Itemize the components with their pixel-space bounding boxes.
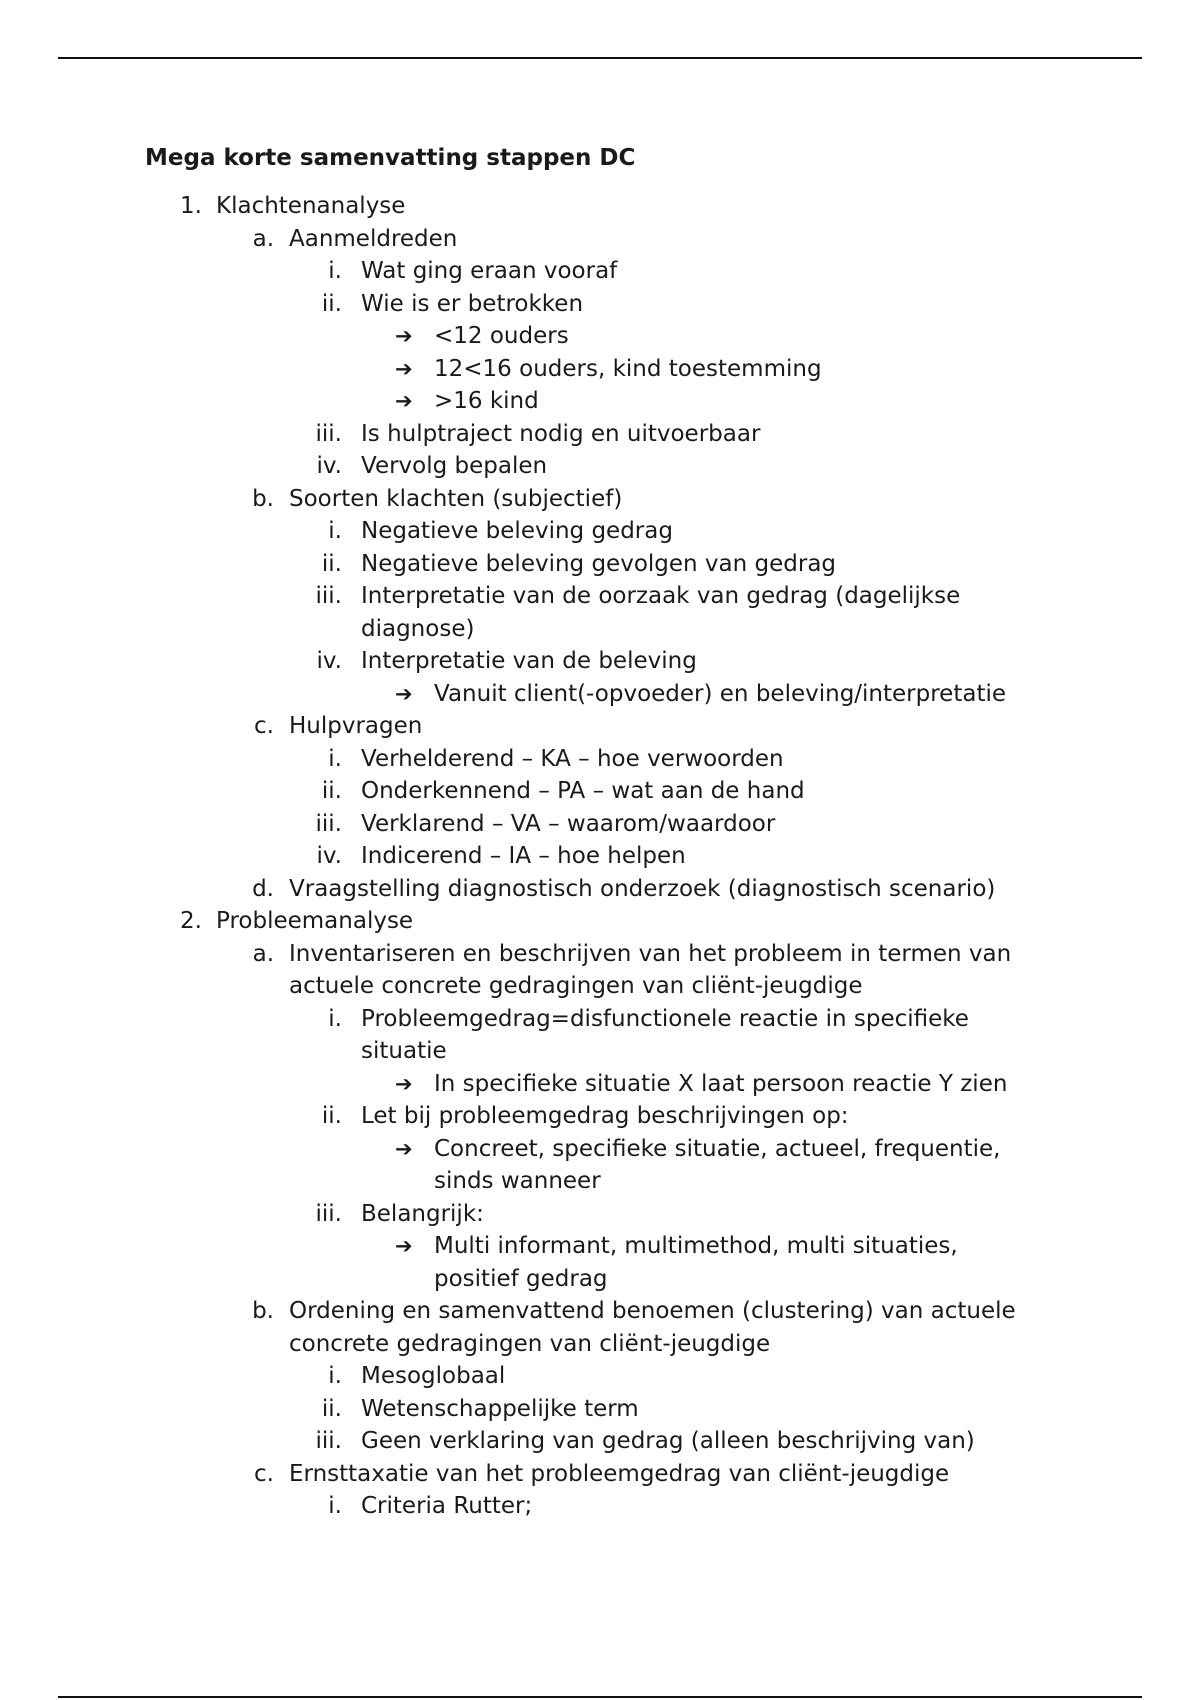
list-marker: c. [254, 713, 274, 739]
arrow-bullet-icon: ➔ [395, 389, 413, 413]
list-marker: a. [252, 940, 274, 967]
list-marker: b. [252, 485, 274, 512]
outline-item-level-3 [0, 1490, 1200, 1523]
list-item-text: Klachtenanalyse [216, 193, 406, 219]
outline-item-level-1 [0, 190, 1200, 223]
footer-rule [58, 1696, 1142, 1698]
arrow-bullet-icon: ➔ [395, 1071, 413, 1096]
outline-item-level-3 [0, 450, 1200, 483]
outline-item-level-4 [0, 385, 1200, 418]
list-item-text: concrete gedragingen van cliënt-jeugdige [289, 1330, 771, 1357]
outline-item-level-4 [0, 1263, 1200, 1296]
outline-item-level-2 [0, 710, 1200, 743]
outline-item-level-3 [0, 418, 1200, 451]
list-item-text: Wie is er betrokken [361, 290, 584, 317]
outline-item-level-3 [0, 1425, 1200, 1458]
outline-item-level-3 [0, 775, 1200, 808]
outline-item-level-3 [0, 1003, 1200, 1036]
outline-item-level-1 [0, 905, 1200, 938]
outline-item-level-3 [0, 1360, 1200, 1393]
outline-item-level-4 [0, 320, 1200, 353]
list-marker: d. [252, 875, 274, 902]
list-item-text: Criteria Rutter; [361, 1493, 533, 1519]
list-item-text: positief gedrag [434, 1265, 608, 1292]
list-item-text: Ordening en samenvattend benoemen (clustering) van actuele [289, 1298, 1016, 1324]
list-marker: ii. [321, 550, 342, 577]
list-item-text: Hulpvragen [289, 713, 423, 739]
list-item-text: Geen verklaring van gedrag (alleen beschrijving van) [361, 1428, 975, 1454]
list-marker: ii. [321, 1103, 342, 1129]
list-item-text: sinds wanneer [434, 1168, 601, 1194]
outline-item-level-3 [0, 743, 1200, 776]
arrow-bullet-icon: ➔ [395, 1234, 413, 1258]
outline-item-level-4 [0, 1165, 1200, 1198]
list-item-text: Probleemgedrag=disfunctionele reactie in specifieke [361, 1005, 969, 1032]
list-item-text: Multi informant, multimethod, multi situaties, [434, 1233, 958, 1259]
list-marker: iii. [315, 1200, 342, 1227]
list-item-text: Let bij probleemgedrag beschrijvingen op: [361, 1103, 849, 1129]
outline-item-level-3 [0, 645, 1200, 678]
list-item-text: Verklarend – VA – waarom/waardoor [361, 810, 776, 837]
outline-item-level-3 [0, 515, 1200, 548]
outline-item-level-3 [0, 1393, 1200, 1426]
list-item-text: Negatieve beleving gevolgen van gedrag [361, 550, 837, 577]
arrow-bullet-icon: ➔ [395, 356, 413, 381]
list-marker: c. [254, 1460, 274, 1487]
outline-item-level-3 [0, 613, 1200, 646]
outline-item-level-2 [0, 223, 1200, 256]
outline-item-level-2 [0, 483, 1200, 516]
list-item-text: Vraagstelling diagnostisch onderzoek (diagnostisch scenario) [289, 875, 996, 902]
outline-item-level-3 [0, 1100, 1200, 1133]
list-item-text: Interpretatie van de oorzaak van gedrag (dagelijkse [361, 583, 961, 609]
list-item-text: Vervolg bepalen [361, 453, 548, 479]
list-item-text: actuele concrete gedragingen van cliënt-jeugdige [289, 973, 863, 999]
outline-item-level-4 [0, 678, 1200, 711]
list-marker: iv. [316, 453, 342, 479]
list-item-text: Aanmeldreden [289, 225, 458, 252]
list-item-text: In specifieke situatie X laat persoon reactie Y zien [434, 1070, 1008, 1097]
list-item-text: Wat ging eraan vooraf [361, 258, 618, 284]
list-marker: i. [328, 258, 342, 284]
outline-item-level-2 [0, 1295, 1200, 1328]
list-marker: i. [328, 745, 342, 772]
outline-item-level-3 [0, 548, 1200, 581]
outline-item-level-3 [0, 840, 1200, 873]
outline-item-level-3 [0, 580, 1200, 613]
list-item-text: Is hulptraject nodig en uitvoerbaar [361, 420, 761, 447]
header-rule [58, 57, 1142, 59]
outline-item-level-3 [0, 1035, 1200, 1068]
outline-item-level-3 [0, 1198, 1200, 1231]
list-marker: 1. [180, 193, 202, 219]
list-item-text: Wetenschappelijke term [361, 1395, 639, 1422]
list-item-text: Mesoglobaal [361, 1363, 506, 1389]
list-marker: iv. [316, 843, 342, 869]
outline-item-level-3 [0, 288, 1200, 321]
list-marker: ii. [321, 778, 342, 804]
list-marker: i. [328, 1493, 342, 1519]
outline-list [0, 190, 1200, 1523]
outline-item-level-4 [0, 1133, 1200, 1166]
document-title: Mega korte samenvatting stappen DC [145, 145, 636, 171]
list-marker: i. [328, 518, 342, 544]
list-item-text: Onderkennend – PA – wat aan de hand [361, 778, 805, 804]
list-marker: iii. [315, 1428, 342, 1454]
list-marker: ii. [321, 1395, 342, 1422]
arrow-bullet-icon: ➔ [395, 1136, 413, 1161]
list-item-text: Vanuit client(-opvoeder) en beleving/interpretatie [434, 680, 1007, 707]
outline-item-level-4 [0, 353, 1200, 386]
list-item-text: situatie [361, 1038, 447, 1064]
arrow-bullet-icon: ➔ [395, 324, 413, 348]
outline-item-level-2 [0, 1458, 1200, 1491]
list-marker: a. [252, 225, 274, 252]
list-marker: iii. [315, 583, 342, 609]
list-item-text: >16 kind [434, 388, 539, 414]
arrow-bullet-icon: ➔ [395, 681, 413, 706]
outline-item-level-2 [0, 1328, 1200, 1361]
list-item-text: Indicerend – IA – hoe helpen [361, 843, 686, 869]
list-marker: iii. [315, 810, 342, 837]
outline-item-level-2 [0, 873, 1200, 906]
list-marker: b. [252, 1298, 274, 1324]
list-item-text: Belangrijk: [361, 1200, 484, 1227]
list-marker: iii. [315, 420, 342, 447]
outline-item-level-3 [0, 808, 1200, 841]
list-item-text: Negatieve beleving gedrag [361, 518, 673, 544]
list-item-text: <12 ouders [434, 323, 569, 349]
list-marker: i. [328, 1363, 342, 1389]
list-marker: i. [328, 1005, 342, 1032]
list-item-text: Verhelderend – KA – hoe verwoorden [361, 745, 784, 772]
list-item-text: Probleemanalyse [216, 908, 414, 934]
list-marker: 2. [180, 908, 202, 934]
outline-item-level-3 [0, 255, 1200, 288]
list-marker: iv. [316, 648, 342, 674]
list-item-text: Concreet, specifieke situatie, actueel, frequentie, [434, 1135, 1001, 1162]
list-item-text: diagnose) [361, 615, 475, 642]
list-item-text: Inventariseren en beschrijven van het probleem in termen van [289, 940, 1012, 967]
list-item-text: Soorten klachten (subjectief) [289, 485, 623, 512]
outline-item-level-2 [0, 938, 1200, 971]
outline-item-level-4 [0, 1230, 1200, 1263]
outline-item-level-2 [0, 970, 1200, 1003]
list-item-text: Ernsttaxatie van het probleemgedrag van cliënt-jeugdige [289, 1460, 950, 1487]
list-item-text: 12<16 ouders, kind toestemming [434, 355, 822, 382]
list-marker: ii. [321, 290, 342, 317]
list-item-text: Interpretatie van de beleving [361, 648, 697, 674]
outline-item-level-4 [0, 1068, 1200, 1101]
